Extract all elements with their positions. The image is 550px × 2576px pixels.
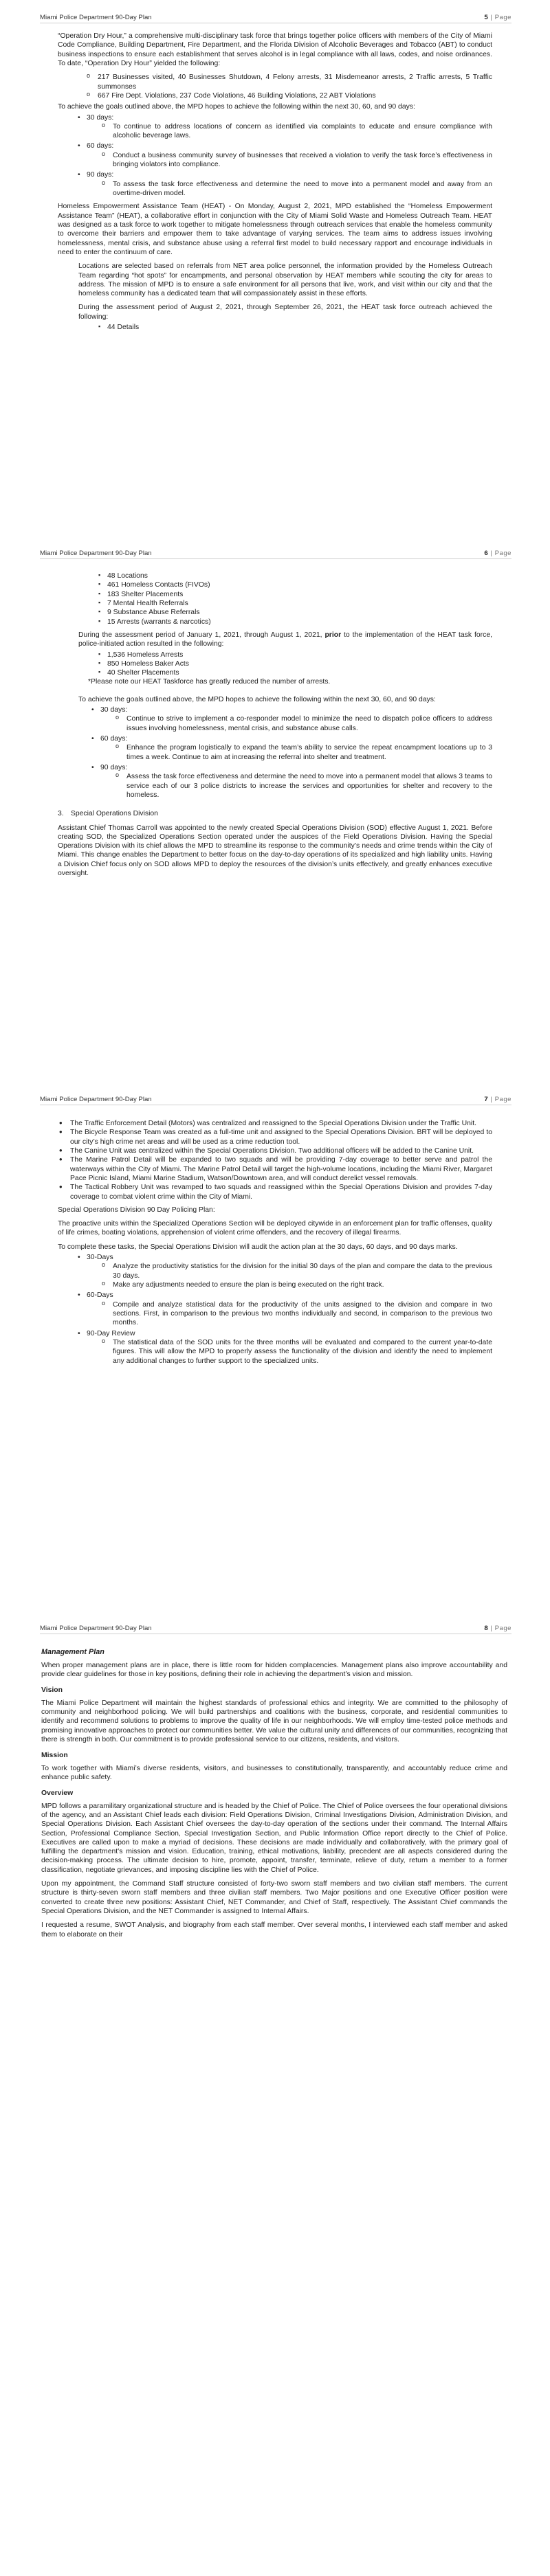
list-item: • 30 days: o Continue to strive to implement a co-responder model to minimize the need to dispatch police officers to address issues involving homelessness, mental crisis, and substance abuse calls. [100, 705, 492, 733]
sub-item: o Enhance the program logistically to expand the team’s ability to service the repeat encampment locations up to 3 times a week. Continue to aim at increasing the referral into shelter and treatment. [126, 743, 492, 762]
paragraph: The Miami Police Department will maintain the highest standards of professional ethics and integrity. We are committed to the philosophy of community and neighborhood policing. We will build partnerships and coalitions with the business, corporate, and residential communities to identify and recommend solutions to problems to improve the quality of life in our neighborhoods. We will employ time-tested police methods and promising innovative approaches to protect our communities better. We value the cultural unity and differences of our communities, recognizing that there is strength in both. Our commitment is to provide professional service to our citizens, residents, and visitors. [41, 1699, 507, 1743]
list-item: • 90-Day Review o The statistical data of the SOD units for the three months will be evaluated and compared to the current year-to-date figures. This will allow the MPD to properly assess the functionality of the division and identify the need to implement any additional changes to further support to the specialized units. [87, 1329, 492, 1366]
list-item: • The Marine Patrol Detail will be expanded to two squads and will be providing 7-day coverage to better serve and patrol the waterways within the City of Miami. The Marine Patrol Detail will target the high-volume locations, including the Miami River, Margaret Pace Picnic Island, Miami Marine Stadium, Watson/Downtown area, and will conduct derelict vessel removals. [70, 1155, 492, 1183]
page-6 [0, 550, 550, 941]
header-title: Miami Police Department 90-Day Plan [40, 14, 152, 21]
page-header [40, 1625, 512, 1634]
list-item: ▪ 183 Shelter Placements [107, 590, 492, 599]
prior-results-list [58, 651, 492, 678]
sub-item: o Analyze the productivity statistics for the division for the initial 30 days of the plan and compare the data to the previous 30 days. [113, 1262, 492, 1280]
sub-item: o The statistical data of the SOD units for the three months will be evaluated and compared to the current year-to-date figures. This will allow the MPD to properly assess the functionality of the division and identify the need to implement any additional changes to further support to the specialized units. [113, 1338, 492, 1366]
page-number: 6 | Page [484, 550, 512, 557]
sub-item: o Conduct a business community survey of businesses that received a violation to verify the task force’s effectiveness in bringing violators into compliance. [113, 151, 492, 170]
page-body [58, 1119, 492, 1370]
list-item: o 217 Businesses visited, 40 Businesses Shutdown, 4 Felony arrests, 31 Misdemeanor arrests, 2 Traffic arrests, 5 Traffic summonses [98, 73, 492, 91]
list-item: ▪ 850 Homeless Baker Acts [107, 659, 492, 668]
goals-list [58, 705, 492, 800]
page-number: 5 | Page [484, 14, 512, 21]
list-item: ▪ 1,536 Homeless Arrests [107, 651, 492, 659]
paragraph: When proper management plans are in place, there is little room for hidden complacencies. Management plans also improve accountability and provide clear guidelines for those in key positions, defining their role in achieving the department’s vision and mission. [41, 1661, 507, 1679]
paragraph: “Operation Dry Hour,” a comprehensive multi-disciplinary task force that brings together police officers with members of the City of Miami Code Compliance, Building Department, Fire Department, and the Florida Division of Alcoholic Beverages and Tobacco (ABT) to conduct business inspections to ensure each establishment that serves alcohol is in legal compliance with all laws, codes, and noise ordinances. To date, “Operation Dry Hour” yielded the following: [58, 32, 492, 67]
list-item: ▪ 48 Locations [107, 572, 492, 580]
page-body [58, 32, 492, 336]
section-heading: 3. Special Operations Division [58, 810, 158, 818]
list-item: • 60 days: o Conduct a business community survey of businesses that received a violation to verify the task force’s effectiveness in bringing violators into compliance. [87, 142, 492, 169]
section-heading: Management Plan [41, 1648, 104, 1656]
paragraph: During the assessment period of August 2, 2021, through September 26, 2021, the HEAT task force outreach achieved the following: [78, 304, 492, 321]
heat-results-list [58, 572, 492, 626]
page-5 [0, 0, 550, 378]
section-heading: Overview [41, 1789, 74, 1798]
list-item: • 60-Days o Compile and analyze statistical data for the productivity of the units assigned to the division and compare in two sections. First, in comparison to the previous two months individually and second, in comparison to the previous two months. [87, 1291, 492, 1327]
list-item: • 90 days: o Assess the task force effectiveness and determine the need to move into a permanent model that allows 3 teams to service each of our 3 police districts to increase the services and opportunities for shelter and recovery to the homeless. [100, 763, 492, 800]
section-heading: Vision [41, 1686, 63, 1695]
list-item: ▪ 44 Details [107, 323, 492, 332]
list-item: • 60 days: o Enhance the program logistically to expand the team’s ability to service the repeat encampment locations up to 3 times a week. Continue to aim at increasing the referral into shelter and treatment. [100, 734, 492, 762]
header-rule [40, 558, 512, 559]
page-7 [0, 1096, 550, 1491]
list-item: • 90 days: o To assess the task force effectiveness and determine the need to move into a permanent model and away from an overtime-driven model. [87, 170, 492, 198]
sub-item: o Continue to strive to implement a co-responder model to minimize the need to dispatch police officers to address issues involving homelessness, mental crisis, and substance abuse calls. [126, 714, 492, 733]
sub-item: o Make any adjustments needed to ensure the plan is being executed on the right track. [113, 1280, 492, 1289]
paragraph: Homeless Empowerment Assistance Team (HEAT) - On Monday, August 2, 2021, MPD established the “Homeless Empowerment Assistance Team” (HEAT), a collaborative effort in conjunction with the City of Miami Solid Waste and Homeless Outreach Team. HEAT was designed as a task force to work together to mitigate homelessness through outreach services that enable the homeless community to overcome their barriers and empower them to take advantage of varying services. The team aims to address issues involving homelessness, mental crisis, and substance abuse using a referral first model to build necessary rapport and encourage individuals in need to enter the continuum of care. [58, 203, 492, 256]
paragraph: Locations are selected based on referrals from NET area police personnel, the information provided by the Homeless Outreach Team regarding “hot spots” for encampments, and personal observation by HEAT members while scouting the city for areas to address. The mission of MPD is to ensure a safe environment for all persons that live, work, and visit within our city and that the homeless community has a dedicated team that will compassionately assist in these efforts. [78, 262, 492, 298]
sub-item: o To continue to address locations of concern as identified via complaints to educate and ensure compliance with alcoholic beverage laws. [113, 122, 492, 141]
paragraph: I requested a resume, SWOT Analysis, and biography from each staff member. Over several months, I interviewed each staff member and asked them to elaborate on their [41, 1921, 507, 1939]
sub-item: o To assess the task force effectiveness and determine the need to move into a permanent model and away from an overtime-driven model. [113, 180, 492, 199]
list-item: • 30 days: o To continue to address locations of concern as identified via complaints to educate and ensure compliance with alcoholic beverage laws. [87, 113, 492, 141]
section-heading: Mission [41, 1752, 68, 1760]
page-header [40, 14, 512, 23]
list-item: • 30-Days o Analyze the productivity statistics for the division for the initial 30 days of the plan and compare the data to the previous 30 days. o Make any adjustments needed to ensure the plan is being executed on the right track. [87, 1253, 492, 1289]
plan-title: Special Operations Division 90 Day Policing Plan: [58, 1206, 215, 1214]
paragraph: To achieve the goals outlined above, the MPD hopes to achieve the following within the next 30, 60, and 90 days: [58, 103, 415, 111]
paragraph: To work together with Miami’s diverse residents, visitors, and businesses to constitutionally, transparently, and accountably reduce crime and enhance public safety. [41, 1764, 507, 1781]
phases-list [58, 1253, 492, 1366]
period-list [58, 323, 492, 332]
header-title: Miami Police Department 90-Day Plan [40, 1625, 152, 1632]
paragraph: The proactive units within the Specialized Operations Section will be deployed citywide in an enforcement plan for traffic offenses, quality of life crimes, boating violations, apprehension of violent crime offenders, and the recovery of illegal firearms. [58, 1220, 492, 1237]
paragraph: Upon my appointment, the Command Staff structure consisted of forty-two sworn staff members and two civilian staff members. The current structure is thirty-seven sworn staff members and three civilian staff members. Two Major positions and one Executive Officer position were converted to create three new positions: Assistant Chief, NET Commander, and Chief of Staff, respectively. The Assistant Chief commands the Special Operations Division, and the NET Commander is assigned to Internal Affairs. [41, 1880, 507, 1915]
sub-item: o Assess the task force effectiveness and determine the need to move into a permanent model that allows 3 teams to service each of our 3 police districts to increase the services and opportunities for shelter and recovery to the homeless. [126, 772, 492, 800]
list-item: • The Bicycle Response Team was created as a full-time unit and assigned to the Special Operations Division. BRT will be deployed to our city’s high crime net areas and will be used as a crime reduction tool. [70, 1128, 492, 1146]
list-item: ▪ 15 Arrests (warrants & narcotics) [107, 618, 492, 626]
paragraph: To complete these tasks, the Special Operations Division will audit the action plan at the 30 days, 60 days, and 90 days marks. [58, 1243, 458, 1251]
page-body [41, 1648, 507, 1944]
paragraph: MPD follows a paramilitary organizational structure and is headed by the Chief of Police. The Chief of Police oversees the four operational divisions of the agency, and an Assistant Chief leads each division: Field Operations Division, Criminal Investigations Division, Administration Division, and Special Operations Division. Each Assistant Chief oversees the day-to-day operation of the sections under their command. The Internal Affairs Section, Professional Compliance Section, Special Investigation Section, and Public Information Office report directly to the Chief of Police. Executives are called upon to make a myriad of decisions. These decisions are made individually and collaboratively, with the primary goal of fulfilling the department’s mission and vision. Education, training, ethical motivations, liability, precedent are all aspects considered during the decision-making process. The ultimate decision to hire, promote, appoint, transfer, terminate, relieve of duty, return a member to a former classification, negotiate grievances, and imposing discipline lies with the Chief of Police. [41, 1802, 507, 1874]
list-item: • The Traffic Enforcement Detail (Motors) was centralized and reassigned to the Special Operations Division under the Traffic Unit. [70, 1119, 492, 1128]
note: *Please note our HEAT Taskforce has greatly reduced the number of arrests. [88, 678, 331, 686]
paragraph: To achieve the goals outlined above, the MPD hopes to achieve the following within the next 30, 60, and 90 days: [78, 695, 436, 703]
page-8 [0, 1625, 550, 2576]
results-list [58, 73, 492, 100]
header-title: Miami Police Department 90-Day Plan [40, 1096, 152, 1103]
list-item: o 667 Fire Dept. Violations, 237 Code Violations, 46 Building Violations, 22 ABT Violations [98, 91, 492, 100]
list-item: ▪ 7 Mental Health Referrals [107, 599, 492, 608]
header-title: Miami Police Department 90-Day Plan [40, 550, 152, 557]
sub-item: o Compile and analyze statistical data for the productivity of the units assigned to the division and compare in two sections. First, in comparison to the previous two months individually and second, in comparison to the previous two months. [113, 1300, 492, 1328]
list-item: ▪ 40 Shelter Placements [107, 668, 492, 677]
list-item: • The Tactical Robbery Unit was revamped to two squads and reassigned within the Special Operations Division and provides 7-day coverage to combat violent crime within the City of Miami. [70, 1183, 492, 1201]
page-header [40, 550, 512, 559]
list-item: ▪ 461 Homeless Contacts (FIVOs) [107, 580, 492, 589]
list-item: ▪ 9 Substance Abuse Referrals [107, 608, 492, 617]
list-item: • The Canine Unit was centralized within the Special Operations Division. Two additional officers will be added to the Canine Unit. [70, 1146, 492, 1155]
page-body [58, 572, 492, 883]
page-number: 7 | Page [484, 1096, 512, 1103]
paragraph: Assistant Chief Thomas Carroll was appointed to the newly created Special Operations Division (SOD) effective August 1, 2021. Before creating SOD, the Specialized Operations Section operated under the auspices of the Field Operations Division. Having the Special Operations Division with its chief allows the MPD to streamline its response to the community’s needs and crime trends within the City of Miami. This change enables the Department to better focus on the day-to-day operations of its specialized and high liability units. Having a Division Chief focus only on SOD allows MPD to deploy the resources of the division’s units effectively, and greatly enhances executive oversight. [58, 824, 492, 878]
page-header [40, 1096, 512, 1105]
page-number: 8 | Page [484, 1625, 512, 1632]
units-list [58, 1119, 492, 1201]
paragraph: During the assessment period of January 1, 2021, through August 1, 2021, prior to the implementation of the HEAT task force, police-initiated action resulted in the following: [78, 631, 492, 648]
goals-list [58, 113, 492, 199]
